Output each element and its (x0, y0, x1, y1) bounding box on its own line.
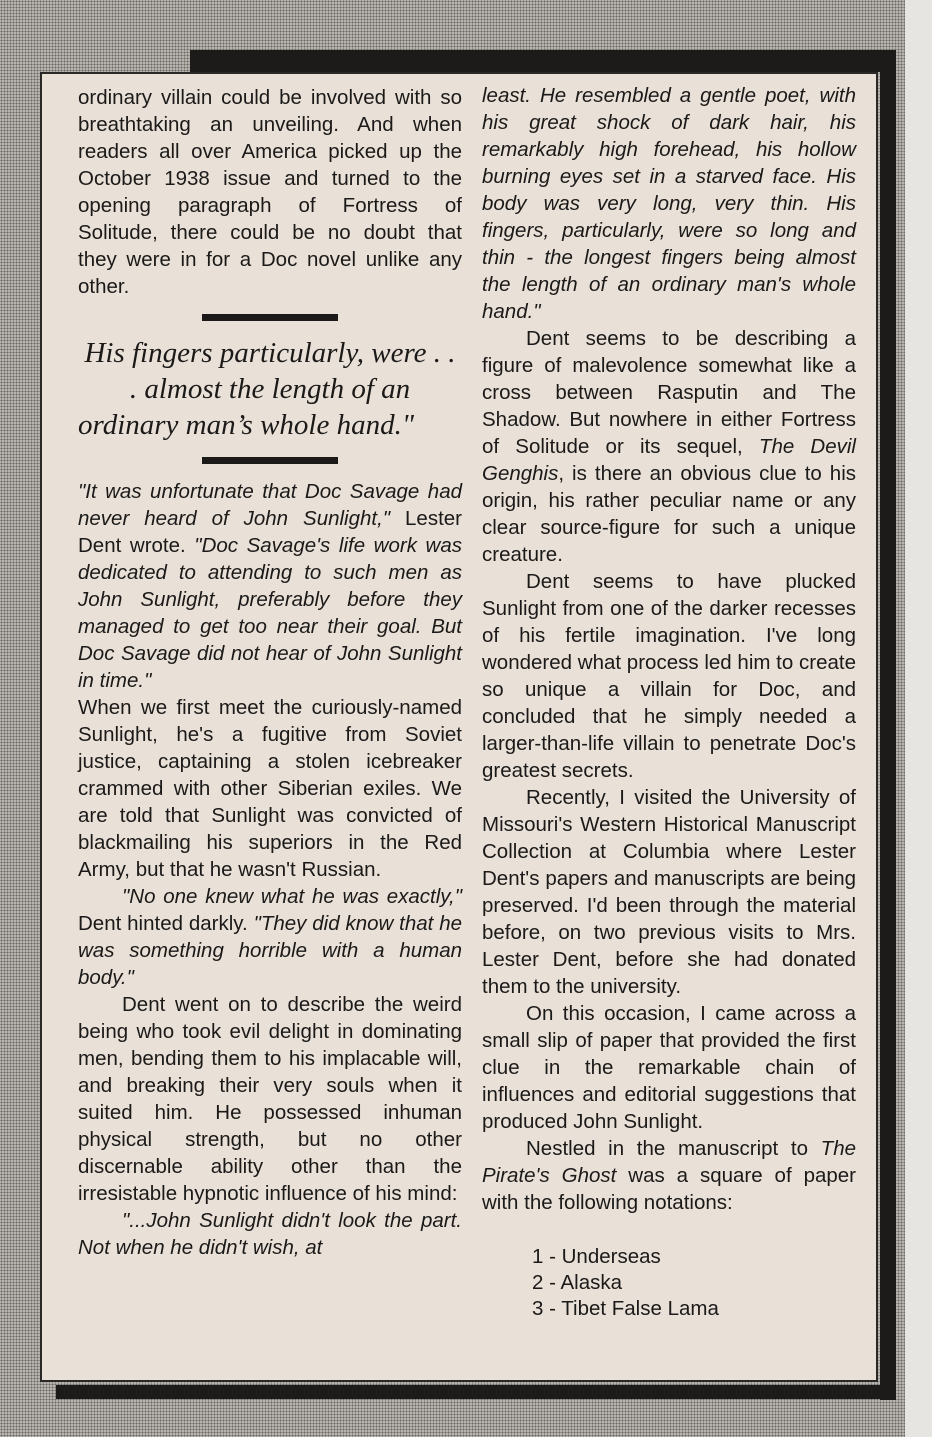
list-item: 1 - Underseas (532, 1245, 661, 1268)
paragraph: On this occasion, I came across a small slip of paper that provided the first clue in the remarkable chain of influences and editorial suggestions that produced John Sunlight. (482, 1002, 856, 1133)
text: Nestled in the manuscript to (526, 1137, 821, 1160)
paragraph: Dent went on to describe the weird being who took evil delight in dominating men, bending them to his implacable will, and breaking their very souls when it suited him. He possessed inhuman physical strength, but no other discernable ability other than the irresistable hypnotic influence of his mind: (78, 993, 462, 1205)
paragraph (482, 325, 856, 568)
article-panel (40, 72, 878, 1382)
pull-quote: His fingers particularly, were . . . almost the length of an ordinary man’s whole hand." (78, 337, 456, 441)
quote-text: "They did know that he was something horrible with a human body." (78, 912, 463, 989)
paragraph: Recently, I visited the University of Missouri's Western Historical Manuscript Collection at Columbia where Lester Dent's papers and manuscripts are being preserved. I'd been through the material before, on two previous visits to Mrs. Lester Dent, before she had donated them to the university. (482, 786, 856, 998)
list-item: 3 - Tibet False Lama (532, 1297, 719, 1320)
top-border-bar (190, 50, 890, 72)
left-column (78, 84, 462, 1261)
quote-paragraph: least. He resembled a gentle poet, with his great shock of dark hair, his remarkably high forehead, his hollow burning eyes set in a starved face. His body was very long, very thin. His fingers, particularly, were so long and thin - the longest fingers being almost the length of an ordinary man's whole hand." (482, 84, 856, 323)
text: Lester Dent wrote. (78, 507, 462, 557)
quote-text: "Doc Savage's life work was dedicated to attending to such men as John Sunlight, preferably before they managed to get too near their goal. But Doc Savage did not hear of John Sunlight in time." (78, 534, 462, 692)
list-item: 2 - Alaska (532, 1271, 623, 1294)
text: , is there an obvious clue to his origin, his rather peculiar name or any clear source-figure for such a unique creature. (482, 462, 856, 566)
paragraph: ordinary villain could be involved with so breathtaking an unveiling. And when readers all over America picked up the October 1938 issue and turned to the opening paragraph of Fortress of Solitude, there could be no doubt that they were in for a Doc novel unlike any other. (78, 86, 462, 298)
panel-shadow-bottom (56, 1385, 896, 1399)
page-edge (905, 0, 932, 1437)
quote-paragraph: "...John Sunlight didn't look the part. Not when he didn't wish, at (78, 1209, 462, 1259)
text: was a square of paper with the following notations: (482, 1164, 857, 1214)
book-title: The Devil Genghis (482, 435, 856, 485)
paragraph: Dent seems to have plucked Sunlight from one of the darker recesses of his fertile imagination. I've long wondered what process led him to create so unique a villain for Doc, and concluded that he simply needed a larger-than-life villain to penetrate Doc's greatest secrets. (482, 570, 856, 782)
right-column (482, 82, 856, 1322)
paragraph (482, 1135, 856, 1216)
pull-quote-rule-bottom (202, 457, 338, 464)
panel-shadow-right (880, 50, 896, 1400)
paragraph (78, 883, 462, 991)
quote-text: "It was unfortunate that Doc Savage had never heard of John Sunlight," (78, 480, 462, 530)
paragraph: When we first meet the curiously-named Sunlight, he's a fugitive from Soviet justice, captaining a stolen icebreaker crammed with other Siberian exiles. We are told that Sunlight was convicted of blackmailing his superiors in the Red Army, but that he wasn't Russian. (78, 696, 462, 881)
book-title: The Pirate's Ghost (482, 1137, 856, 1187)
text: Dent seems to be describing a figure of malevolence somewhat like a cross between Rasputin and The Shadow. But nowhere in either Fortress of Solitude or its sequel, (482, 327, 856, 458)
quote-text: "No one knew what he was exactly," (122, 885, 462, 908)
pull-quote-rule-top (202, 314, 338, 321)
text: Dent hinted darkly. (78, 912, 254, 935)
notation-list (532, 1244, 856, 1322)
paragraph (78, 478, 462, 694)
